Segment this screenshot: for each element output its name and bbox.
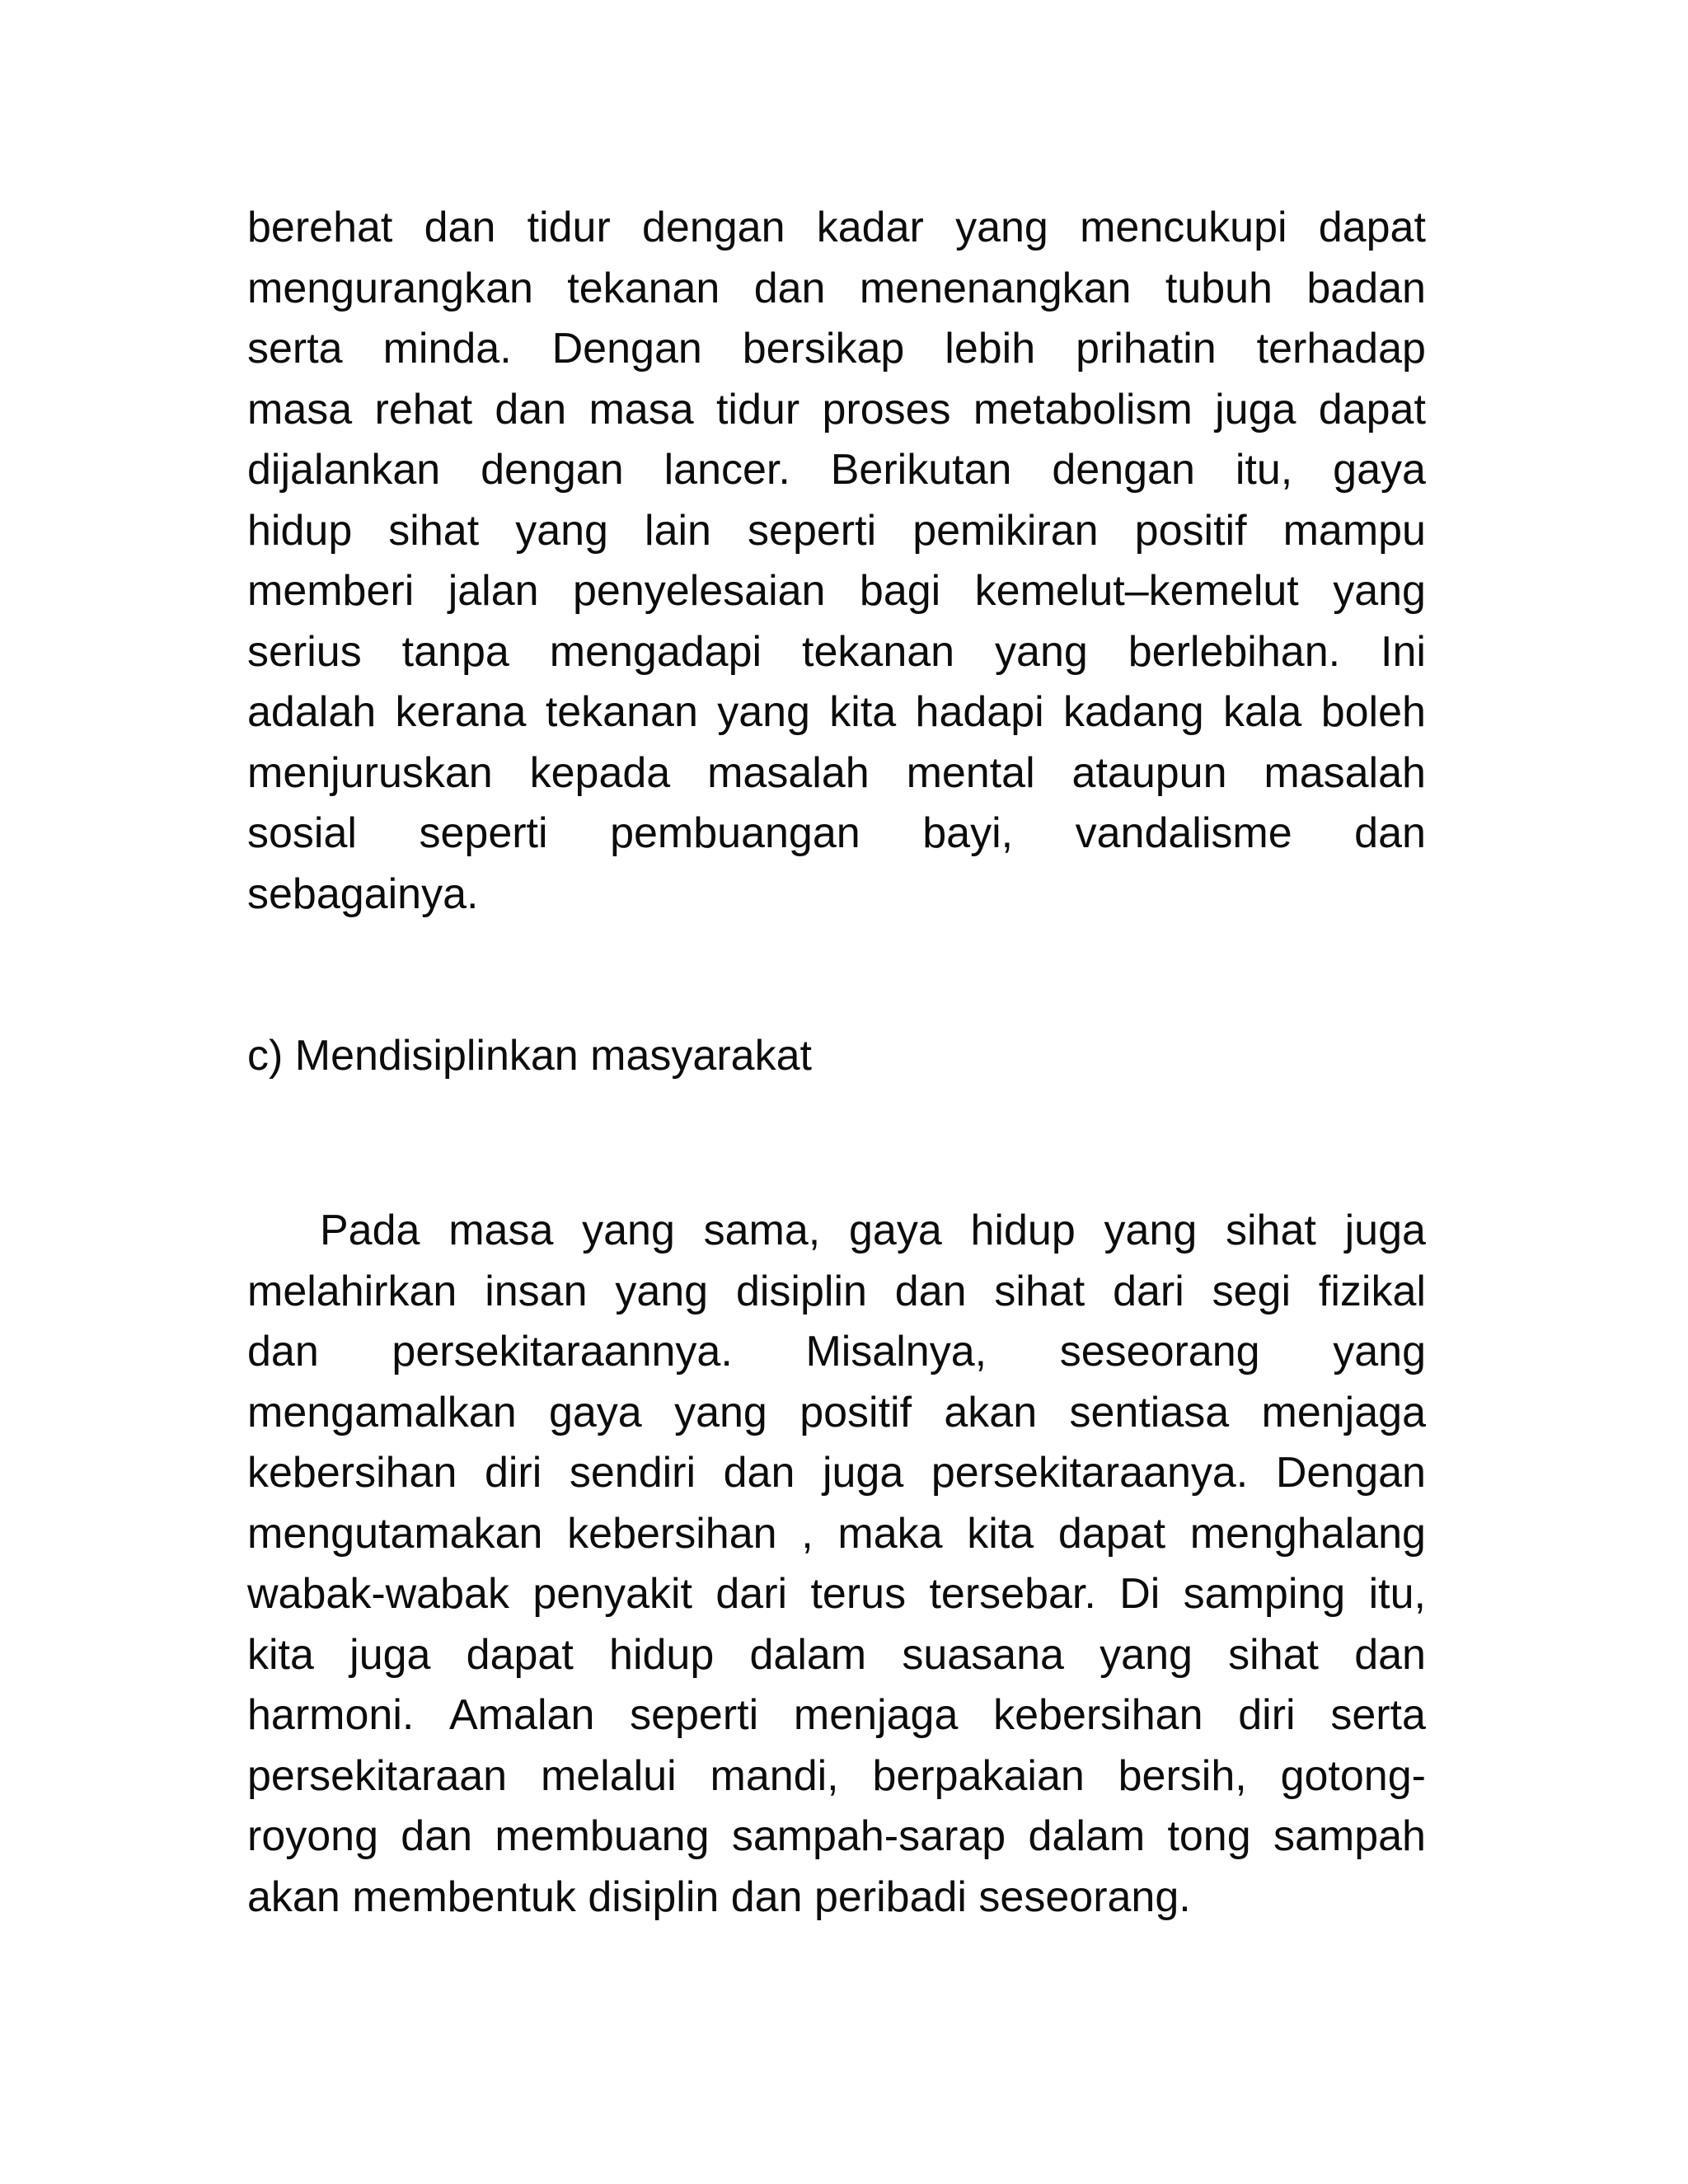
- word: yang: [717, 688, 810, 736]
- word: yang: [1333, 567, 1426, 615]
- paragraph-line: [247, 380, 1426, 441]
- word: sampah-sarap: [731, 1812, 1006, 1860]
- paragraph-line: [247, 1685, 1426, 1746]
- word: Dengan: [1275, 1449, 1426, 1497]
- word: dari: [715, 1570, 788, 1618]
- word: bersih,: [1118, 1751, 1247, 1800]
- word: tersebar.: [929, 1570, 1096, 1618]
- paragraph-line: [247, 1625, 1426, 1686]
- word: dan: [1354, 1630, 1426, 1679]
- word: membuang: [495, 1812, 710, 1860]
- word: royong: [247, 1812, 378, 1860]
- word: insan: [485, 1267, 588, 1315]
- word: mampu: [1282, 506, 1426, 555]
- word: pembuangan: [610, 809, 860, 857]
- word: sihat: [1226, 1207, 1316, 1254]
- word: menjaga: [793, 1691, 959, 1739]
- word: jalan: [448, 567, 539, 615]
- word: seperti: [748, 506, 877, 555]
- word: rehat: [374, 385, 473, 434]
- word: disiplin: [735, 1267, 867, 1315]
- word: dengan: [1052, 446, 1195, 494]
- word: hidup: [247, 506, 353, 555]
- word: tanpa: [401, 627, 509, 676]
- paragraph-line: [247, 1564, 1426, 1625]
- word: mengurangkan: [247, 264, 533, 312]
- word: bagi: [859, 567, 941, 615]
- word: dan: [495, 385, 567, 434]
- word: yang: [674, 1388, 767, 1436]
- paragraph-line: [247, 1262, 1426, 1323]
- word: juga: [1215, 385, 1296, 434]
- word: dalam: [1028, 1812, 1146, 1860]
- word: masa: [448, 1207, 554, 1254]
- word: yang: [1104, 1207, 1198, 1254]
- word: boleh: [1320, 688, 1426, 736]
- word: berlebihan.: [1128, 627, 1341, 676]
- word: ataupun: [1071, 748, 1227, 797]
- word: dan: [1354, 809, 1426, 857]
- word: Misalnya,: [805, 1328, 987, 1376]
- word: hadapi: [915, 688, 1044, 736]
- word: hidup: [970, 1207, 1076, 1254]
- paragraph-line: [247, 501, 1426, 562]
- word: persekitaraan: [247, 1751, 508, 1800]
- word: yang: [995, 627, 1088, 676]
- word: menenangkan: [859, 264, 1132, 312]
- word: sendiri: [569, 1449, 696, 1497]
- word: penyelesaian: [573, 567, 826, 615]
- word: tong: [1167, 1812, 1251, 1860]
- word: yang: [582, 1207, 675, 1254]
- word: prihatin: [1076, 325, 1217, 373]
- word: fizikal: [1318, 1267, 1426, 1315]
- word: adalah: [247, 688, 377, 736]
- paragraph-line: [247, 440, 1426, 501]
- word: serta: [1330, 1691, 1426, 1739]
- word: tekanan: [545, 688, 698, 736]
- word: persekitaraanya.: [931, 1449, 1249, 1497]
- word: dapat: [1057, 1509, 1166, 1558]
- word: kepada: [529, 748, 671, 797]
- word: Pada: [320, 1207, 420, 1254]
- word: juga: [1344, 1207, 1426, 1254]
- word: dan: [401, 1812, 473, 1860]
- section-heading-text: c) Mendisiplinkan masyarakat: [247, 1032, 812, 1080]
- paragraph-line: [247, 198, 1426, 259]
- word: sihat: [1228, 1630, 1319, 1679]
- word: samping: [1183, 1570, 1346, 1618]
- word: lain: [645, 506, 711, 555]
- word: harmoni.: [247, 1691, 415, 1739]
- word: memberi: [247, 567, 415, 615]
- word: vandalisme: [1075, 809, 1292, 857]
- word: persekitaraannya.: [392, 1328, 733, 1376]
- word: gaya: [548, 1388, 642, 1436]
- paragraph-line: [247, 1807, 1426, 1868]
- word: tekanan: [802, 627, 955, 676]
- paragraph-line: [247, 1746, 1426, 1807]
- word: kemelut–kemelut: [974, 567, 1299, 615]
- word: berehat: [247, 204, 393, 251]
- word: yang: [1333, 1328, 1426, 1376]
- word: dalam: [749, 1630, 867, 1679]
- word: juga: [822, 1449, 904, 1497]
- word: masa: [588, 385, 694, 434]
- word: seperti: [630, 1691, 759, 1739]
- word: gaya: [848, 1207, 942, 1254]
- word: dari: [1113, 1267, 1184, 1315]
- word: dapat: [466, 1630, 574, 1679]
- word: suasana: [902, 1630, 1064, 1679]
- paragraph-line: [247, 1504, 1426, 1565]
- word: maka: [837, 1509, 943, 1558]
- word: yang: [615, 1267, 709, 1315]
- word: positif: [1134, 506, 1247, 555]
- word: dan: [723, 1449, 795, 1497]
- word: dijalankan: [247, 446, 441, 494]
- word: itu,: [1368, 1570, 1426, 1618]
- word: kadang: [1063, 688, 1204, 736]
- word: sama,: [703, 1207, 821, 1254]
- paragraph-line: [247, 682, 1426, 743]
- word: sihat: [994, 1267, 1085, 1315]
- word: melalui: [540, 1751, 677, 1800]
- word: dapat: [1318, 385, 1426, 434]
- word: kadar: [816, 204, 924, 251]
- word: kebersihan: [993, 1691, 1203, 1739]
- word: dan: [894, 1267, 967, 1315]
- word: yang: [955, 204, 1048, 251]
- word: yang: [515, 506, 608, 555]
- word: Dengan: [551, 325, 702, 373]
- word: metabolism: [973, 385, 1193, 434]
- word: gaya: [1333, 446, 1426, 494]
- word: masalah: [1264, 748, 1426, 797]
- word: masalah: [707, 748, 870, 797]
- word: menjuruskan: [247, 748, 493, 797]
- word: terhadap: [1256, 325, 1426, 373]
- word: pemikiran: [912, 506, 1099, 555]
- word: mandi,: [710, 1751, 839, 1800]
- word: akan: [944, 1388, 1038, 1436]
- paragraph-line: [247, 1443, 1426, 1504]
- word: menjaga: [1261, 1388, 1426, 1436]
- paragraph-line: [247, 743, 1426, 804]
- word: kebersihan: [567, 1509, 777, 1558]
- word: Berikutan: [830, 446, 1012, 494]
- word: dan: [424, 204, 496, 251]
- word: segi: [1212, 1267, 1292, 1315]
- word: Amalan: [449, 1691, 595, 1739]
- word: positif: [799, 1388, 912, 1436]
- word: sampah: [1273, 1812, 1426, 1860]
- word: bersikap: [742, 325, 905, 373]
- word: seseorang: [1059, 1328, 1260, 1376]
- word: dan: [753, 264, 826, 312]
- word: berpakaian: [872, 1751, 1085, 1800]
- word: penyakit: [532, 1570, 693, 1618]
- word: tekanan: [567, 264, 720, 312]
- word: kala: [1222, 688, 1302, 736]
- word: masa: [247, 385, 353, 434]
- word: Ini: [1381, 627, 1426, 676]
- word: diri: [1238, 1691, 1296, 1739]
- word: hidup: [609, 1630, 715, 1679]
- word: serta: [247, 325, 343, 373]
- word: serius: [247, 627, 362, 676]
- word: dan: [247, 1328, 319, 1376]
- paragraph-line: [247, 561, 1426, 622]
- paragraph-discipline: [247, 1201, 1426, 1928]
- word: kebersihan: [247, 1449, 457, 1497]
- word: bayi,: [922, 809, 1014, 857]
- word: proses: [822, 385, 951, 434]
- word: mengamalkan: [247, 1388, 517, 1436]
- word: lebih: [945, 325, 1036, 373]
- word: kerana: [395, 688, 527, 736]
- word: dapat: [1318, 204, 1426, 251]
- word: tidur: [715, 385, 800, 434]
- word: sosial: [247, 809, 357, 857]
- word: terus: [810, 1570, 907, 1618]
- word: dengan: [481, 446, 624, 494]
- word: melahirkan: [247, 1267, 457, 1315]
- word: dengan: [642, 204, 785, 251]
- section-heading: [247, 1026, 1426, 1087]
- paragraph-line: [247, 319, 1426, 380]
- word: sentiasa: [1069, 1388, 1230, 1436]
- word: kita: [247, 1630, 314, 1679]
- paragraph-line: [247, 622, 1426, 683]
- word: gotong-: [1280, 1751, 1426, 1800]
- word: mengadapi: [549, 627, 762, 676]
- paragraph-line: akan membentuk disiplin dan peribadi seseorang.: [247, 1872, 1191, 1921]
- word: mencukupi: [1080, 204, 1287, 251]
- word: menghalang: [1189, 1509, 1426, 1558]
- word: seperti: [419, 809, 548, 857]
- paragraph-line: [247, 1322, 1426, 1383]
- word: diri: [484, 1449, 542, 1497]
- word: wabak-wabak: [247, 1570, 509, 1618]
- word: lancer.: [663, 446, 790, 494]
- word: sihat: [388, 506, 480, 555]
- paragraph-line: [247, 1383, 1426, 1444]
- word: yang: [1100, 1630, 1193, 1679]
- word: tubuh: [1165, 264, 1273, 312]
- paragraph-line: [247, 1201, 1426, 1262]
- paragraph-line: sebagainya.: [247, 869, 479, 918]
- paragraph-line: [247, 259, 1426, 320]
- word: kita: [829, 688, 897, 736]
- word: tidur: [527, 204, 611, 251]
- word: mengutamakan: [247, 1509, 543, 1558]
- word: minda.: [382, 325, 512, 373]
- word: badan: [1306, 264, 1426, 312]
- word: kita: [967, 1509, 1034, 1558]
- word: juga: [349, 1630, 431, 1679]
- paragraph-rest-and-sleep: [247, 198, 1426, 925]
- word: ,: [801, 1509, 814, 1558]
- word: Di: [1119, 1570, 1160, 1618]
- word: itu,: [1235, 446, 1293, 494]
- word: mental: [906, 748, 1035, 797]
- paragraph-line: [247, 804, 1426, 865]
